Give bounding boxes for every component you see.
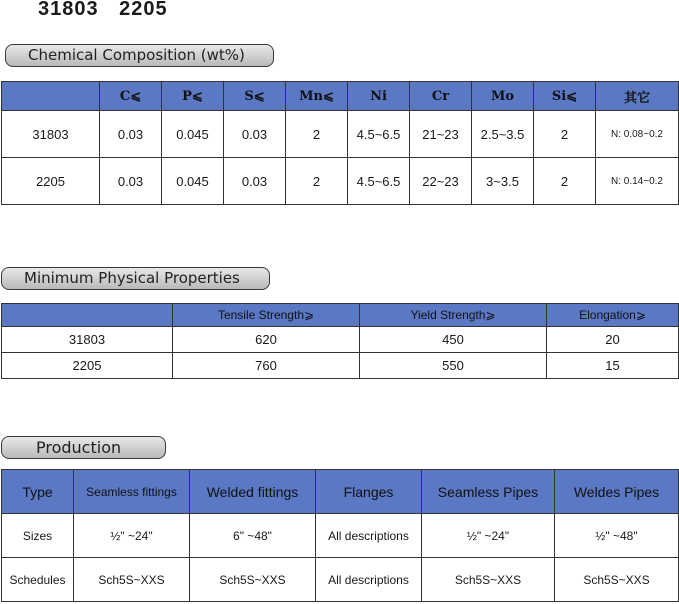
header-cell bbox=[2, 304, 173, 327]
table-cell: 3~3.5 bbox=[472, 158, 534, 205]
header-cell: P⩽ bbox=[162, 82, 224, 111]
table-cell: 6" ~48" bbox=[190, 514, 316, 558]
table-cell: Schedules bbox=[2, 558, 74, 602]
table-cell: 20 bbox=[547, 327, 679, 353]
table-cell: ½" ~48" bbox=[555, 514, 679, 558]
table-cell: Sch5S~XXS bbox=[555, 558, 679, 602]
section-title-production: Production bbox=[1, 436, 166, 459]
table-cell: 22~23 bbox=[410, 158, 472, 205]
page-title: 31803 2205 bbox=[38, 0, 168, 20]
table-header-row bbox=[2, 470, 679, 514]
table-cell: All descriptions bbox=[316, 558, 422, 602]
header-cell: Seamless fittings bbox=[74, 470, 190, 514]
table-cell: 0.03 bbox=[100, 158, 162, 205]
table-cell: 760 bbox=[173, 353, 360, 379]
header-cell: S⩽ bbox=[224, 82, 286, 111]
table-cell: N: 0.14~0.2 bbox=[596, 158, 679, 205]
section-title-chemical-composition: Chemical Composition (wt%) bbox=[5, 44, 274, 67]
table-row bbox=[2, 111, 679, 158]
table-cell: 0.045 bbox=[162, 111, 224, 158]
table-cell: All descriptions bbox=[316, 514, 422, 558]
header-cell: Weldes Pipes bbox=[555, 470, 679, 514]
table-cell: 31803 bbox=[2, 327, 173, 353]
header-cell: Welded fittings bbox=[190, 470, 316, 514]
table-cell: 450 bbox=[360, 327, 547, 353]
table-cell: Sch5S~XXS bbox=[190, 558, 316, 602]
header-cell bbox=[2, 82, 100, 111]
table-cell: 0.03 bbox=[224, 158, 286, 205]
table-row bbox=[2, 158, 679, 205]
table-cell: 2 bbox=[286, 158, 348, 205]
header-cell: Seamless Pipes bbox=[422, 470, 555, 514]
table-row bbox=[2, 327, 679, 353]
table-cell: Sch5S~XXS bbox=[74, 558, 190, 602]
header-cell: Type bbox=[2, 470, 74, 514]
table-cell: ½" ~24" bbox=[422, 514, 555, 558]
header-cell: Cr bbox=[410, 82, 472, 111]
table-cell: 31803 bbox=[2, 111, 100, 158]
table-cell: 4.5~6.5 bbox=[348, 158, 410, 205]
table-cell: 0.03 bbox=[100, 111, 162, 158]
table-row bbox=[2, 514, 679, 558]
header-cell: Mo bbox=[472, 82, 534, 111]
header-cell: Tensile Strength⩾ bbox=[173, 304, 360, 327]
header-cell: Yield Strength⩾ bbox=[360, 304, 547, 327]
table-cell: 4.5~6.5 bbox=[348, 111, 410, 158]
header-cell: C⩽ bbox=[100, 82, 162, 111]
table-cell: 2.5~3.5 bbox=[472, 111, 534, 158]
physical-properties-table bbox=[1, 303, 679, 379]
header-cell: Ni bbox=[348, 82, 410, 111]
table-row bbox=[2, 558, 679, 602]
table-cell: Sch5S~XXS bbox=[422, 558, 555, 602]
table-cell: 21~23 bbox=[410, 111, 472, 158]
production-table bbox=[1, 469, 679, 602]
table-cell: N: 0.08~0.2 bbox=[596, 111, 679, 158]
table-cell: 2 bbox=[286, 111, 348, 158]
table-cell: 2205 bbox=[2, 158, 100, 205]
header-cell: Si⩽ bbox=[534, 82, 596, 111]
table-cell: Sizes bbox=[2, 514, 74, 558]
table-cell: 2 bbox=[534, 111, 596, 158]
table-cell: 2205 bbox=[2, 353, 173, 379]
table-cell: 550 bbox=[360, 353, 547, 379]
table-row bbox=[2, 353, 679, 379]
table-cell: 620 bbox=[173, 327, 360, 353]
table-cell: ½" ~24" bbox=[74, 514, 190, 558]
table-cell: 0.03 bbox=[224, 111, 286, 158]
table-cell: 15 bbox=[547, 353, 679, 379]
chemical-composition-table bbox=[1, 81, 679, 205]
header-cell: Flanges bbox=[316, 470, 422, 514]
table-header-row bbox=[2, 82, 679, 111]
header-cell: Elongation⩾ bbox=[547, 304, 679, 327]
header-cell: Mn⩽ bbox=[286, 82, 348, 111]
table-header-row bbox=[2, 304, 679, 327]
table-cell: 2 bbox=[534, 158, 596, 205]
header-cell: 其它 bbox=[596, 82, 679, 111]
section-title-physical-properties: Minimum Physical Properties bbox=[1, 267, 270, 290]
table-cell: 0.045 bbox=[162, 158, 224, 205]
